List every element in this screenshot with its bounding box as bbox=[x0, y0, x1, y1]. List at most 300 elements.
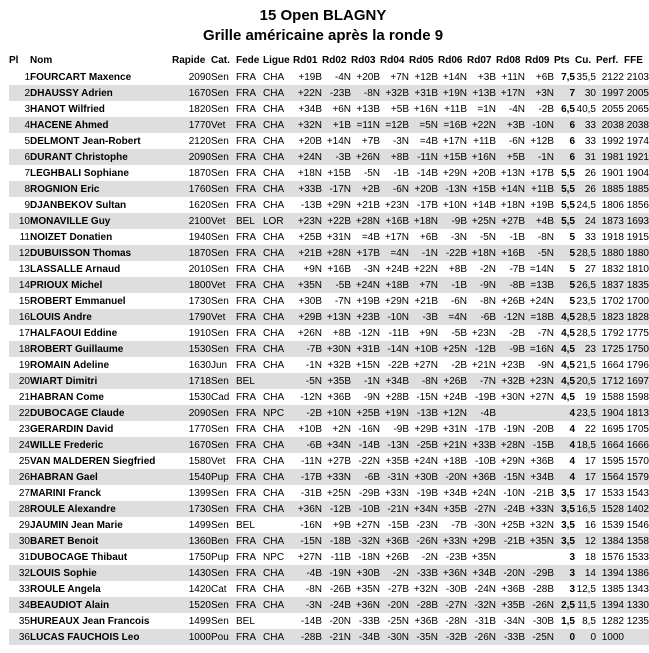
cell-ffe: 2005 bbox=[624, 85, 649, 101]
cell-rd08: -9B bbox=[496, 341, 525, 357]
cell-rd08: -34N bbox=[503, 615, 525, 627]
cell-perf: 1664 bbox=[601, 359, 624, 371]
cell-rd03: +31B bbox=[351, 341, 380, 357]
cell-perf: 1539 bbox=[601, 519, 624, 531]
cell-nom: DJANBEKOV Sultan bbox=[30, 199, 127, 211]
cell-rd03: -1N bbox=[351, 373, 380, 389]
cell-ffe: 1402 bbox=[624, 501, 649, 517]
cell-rd07: -31B bbox=[474, 615, 496, 627]
cell-cat: Sen bbox=[211, 565, 236, 581]
cell-ligue: CHA bbox=[263, 583, 285, 595]
cell-perf: 1282 bbox=[601, 615, 624, 627]
cell-nom: HABRAN Gael bbox=[30, 469, 172, 485]
cell-rd02: -21N bbox=[322, 629, 351, 645]
cell-pl: 33 bbox=[18, 583, 30, 595]
cell-cat: Sen bbox=[211, 501, 236, 517]
cell-rd07: -26N bbox=[467, 629, 496, 645]
cell-rd09: -5N bbox=[525, 245, 554, 261]
cell-fede: FRA bbox=[236, 487, 256, 499]
cell-rd01: +22N bbox=[293, 85, 322, 101]
cell-rd05: -13B bbox=[409, 405, 438, 421]
cell-rd05: +22N bbox=[413, 263, 438, 275]
cell-fede: FRA bbox=[236, 135, 256, 147]
cell-rapide: 1620 bbox=[188, 199, 211, 211]
cell-rd01: -15N bbox=[293, 533, 322, 549]
cell-rd05: -1N bbox=[409, 245, 438, 261]
cell-pts: 4 bbox=[569, 455, 575, 467]
cell-ffe: 1533 bbox=[626, 551, 649, 563]
table-row bbox=[9, 549, 649, 565]
cell-cu: 20,5 bbox=[575, 373, 596, 389]
cell-nom: LASSALLE Arnaud bbox=[30, 263, 121, 275]
cell-pts: 3 bbox=[569, 583, 575, 595]
cell-fede: FRA bbox=[236, 629, 263, 645]
cell-nom: JAUMIN Jean Marie bbox=[30, 519, 123, 531]
cell-pl: 19 bbox=[18, 359, 30, 371]
cell-ligue bbox=[263, 373, 293, 389]
header-rd07: Rd07 bbox=[467, 54, 492, 66]
cell-perf: 1885 bbox=[596, 181, 624, 197]
table-row bbox=[9, 373, 649, 389]
cell-rd06: +10N bbox=[442, 199, 467, 211]
cell-rd08 bbox=[496, 405, 525, 421]
cell-nom: LOUIS Andre bbox=[30, 309, 172, 325]
cell-ligue: CHA bbox=[263, 469, 293, 485]
cell-perf: 1712 bbox=[596, 373, 624, 389]
cell-pl: 34 bbox=[9, 597, 30, 613]
cell-rd05: +32N bbox=[413, 583, 438, 595]
cell-rd07: -30N bbox=[474, 519, 496, 531]
cell-rd02: -3B bbox=[322, 149, 351, 165]
cell-perf: 1576 bbox=[601, 551, 624, 563]
cell-rd03: -32N bbox=[351, 533, 380, 549]
table-row bbox=[9, 261, 649, 277]
cell-cu: 33 bbox=[575, 117, 596, 133]
cell-rapide: 1820 bbox=[188, 103, 211, 115]
cell-cat: Sen bbox=[211, 519, 229, 531]
cell-rd03: +35N bbox=[355, 583, 380, 595]
cell-nom: DUBOCAGE Claude bbox=[30, 405, 172, 421]
cell-rd07: +21N bbox=[471, 359, 496, 371]
cell-rd02: +9B bbox=[332, 519, 351, 531]
cell-pl: 17 bbox=[18, 327, 30, 339]
cell-rd08: -21B bbox=[496, 533, 525, 549]
cell-rd09: -15B bbox=[525, 437, 554, 453]
header-rapide: Rapide bbox=[172, 54, 206, 66]
cell-rd02: -19N bbox=[322, 565, 351, 581]
cell-fede: FRA bbox=[236, 391, 256, 403]
cell-rd05: +34N bbox=[409, 501, 438, 517]
cell-rd05: +18N bbox=[409, 213, 438, 229]
cell-rd01: +10B bbox=[298, 423, 322, 435]
cell-cu: 23 bbox=[575, 341, 596, 357]
cell-rd02: -5B bbox=[322, 277, 351, 293]
cell-cat: Sen bbox=[211, 405, 236, 421]
cell-perf: 1564 bbox=[596, 469, 624, 485]
cell-rd06: =4N bbox=[438, 309, 467, 325]
cell-ffe: 1750 bbox=[624, 341, 649, 357]
cell-pts: 4,5 bbox=[554, 309, 575, 325]
header-ligue: Ligue bbox=[263, 54, 290, 66]
cell-rd02: +35B bbox=[322, 373, 351, 389]
cell-nom: LEGHBALI Sophiane bbox=[30, 167, 129, 179]
cell-cu: 26 bbox=[575, 181, 596, 197]
cell-ligue: CHA bbox=[263, 629, 293, 645]
cell-rd04: +17N bbox=[384, 231, 409, 243]
cell-fede: FRA bbox=[236, 149, 263, 165]
cell-ligue: CHA bbox=[263, 597, 293, 613]
cell-nom: DHAUSSY Adrien bbox=[30, 85, 172, 101]
cell-rd06: -23B bbox=[445, 551, 467, 563]
cell-rd04: -14N bbox=[380, 341, 409, 357]
cell-rd08: -8B bbox=[496, 277, 525, 293]
cell-rapide: 2090 bbox=[188, 71, 211, 83]
cell-nom: VAN MALDEREN Siegfried bbox=[30, 455, 156, 467]
cell-rd03: +24N bbox=[351, 277, 380, 293]
standings-table bbox=[9, 51, 649, 645]
cell-pts: 7,5 bbox=[561, 71, 575, 83]
header-pl: Pl bbox=[9, 54, 19, 66]
cell-ligue: CHA bbox=[263, 533, 293, 549]
header-fede: Fede bbox=[236, 54, 260, 66]
cell-perf: 1000 bbox=[596, 629, 624, 645]
header-cu: Cu. bbox=[575, 54, 592, 66]
cell-rd04: =4N bbox=[380, 245, 409, 261]
cell-rd03: -12N bbox=[358, 327, 380, 339]
cell-rd03: +26N bbox=[351, 149, 380, 165]
cell-pl: 28 bbox=[9, 501, 30, 517]
cell-rd02: -7N bbox=[334, 295, 351, 307]
cell-rd08: -6N bbox=[508, 135, 525, 147]
cell-rapide: 1499 bbox=[188, 519, 211, 531]
cell-pl: 15 bbox=[18, 295, 30, 307]
cell-rd04: -10N bbox=[380, 309, 409, 325]
cell-rd03: +30B bbox=[351, 565, 380, 581]
cell-rd08: +27B bbox=[496, 213, 525, 229]
cell-ffe: 2103 bbox=[626, 71, 649, 83]
cell-perf: 1702 bbox=[601, 295, 624, 307]
cell-fede: FRA bbox=[236, 327, 256, 339]
cell-fede: FRA bbox=[236, 231, 256, 243]
cell-cu: 26,5 bbox=[575, 277, 596, 293]
cell-pl: 18 bbox=[9, 341, 30, 357]
cell-cu: 31 bbox=[575, 149, 596, 165]
cell-pts: 2,5 bbox=[554, 597, 575, 613]
cell-rd03: +25B bbox=[351, 405, 380, 421]
cell-rd01: -11N bbox=[301, 455, 322, 467]
cell-rapide: 1770 bbox=[172, 117, 211, 133]
cell-rd09: -29B bbox=[525, 565, 554, 581]
cell-cat: Sen bbox=[211, 373, 236, 389]
cell-rd08: -24B bbox=[496, 501, 525, 517]
cell-pl: 29 bbox=[18, 519, 30, 531]
cell-rd07: +33B bbox=[467, 437, 496, 453]
cell-rapide: 2090 bbox=[172, 405, 211, 421]
cell-rd07: +14B bbox=[472, 199, 496, 211]
cell-nom: BEAUDIOT Alain bbox=[30, 597, 172, 613]
cell-rd01: -8N bbox=[305, 583, 322, 595]
cell-rd02: +29N bbox=[326, 199, 351, 211]
cell-rd06: +17N bbox=[442, 135, 467, 147]
cell-rd03: -29B bbox=[358, 487, 380, 499]
cell-perf: 1806 bbox=[601, 199, 624, 211]
table-row bbox=[9, 309, 649, 325]
cell-rd09: -20B bbox=[532, 423, 554, 435]
cell-rd06: -7B bbox=[451, 519, 467, 531]
cell-pts: 3,5 bbox=[561, 487, 575, 499]
cell-rd07: -24N bbox=[474, 583, 496, 595]
cell-rd08: -19N bbox=[503, 423, 525, 435]
cell-ligue: CHA bbox=[263, 167, 285, 179]
cell-rd07: +16N bbox=[467, 149, 496, 165]
cell-cat: Sen bbox=[211, 135, 229, 147]
cell-rd02: +15B bbox=[327, 167, 351, 179]
cell-rd07: +15B bbox=[467, 181, 496, 197]
cell-cat: Sen bbox=[211, 263, 229, 275]
cell-cat: Sen bbox=[211, 167, 229, 179]
cell-rd02: +14N bbox=[326, 135, 351, 147]
cell-rd03: +7B bbox=[361, 135, 380, 147]
cell-rd02: +28N bbox=[322, 245, 351, 261]
cell-fede: FRA bbox=[236, 405, 263, 421]
cell-pts: 4 bbox=[554, 405, 575, 421]
header-nom: Nom bbox=[30, 54, 53, 66]
cell-rd09: +24N bbox=[529, 295, 554, 307]
cell-rapide: 1530 bbox=[188, 391, 211, 403]
cell-rd06: +15B bbox=[438, 149, 467, 165]
cell-rd03: +21B bbox=[356, 199, 380, 211]
cell-cu: 28,5 bbox=[575, 245, 596, 261]
table-row bbox=[9, 565, 649, 581]
cell-cu: 8,5 bbox=[582, 615, 596, 627]
cell-rd09: +33N bbox=[525, 501, 554, 517]
cell-rd08: +28N bbox=[496, 437, 525, 453]
cell-fede: BEL bbox=[236, 373, 263, 389]
cell-perf: 1528 bbox=[596, 501, 624, 517]
cell-nom: ROBERT Emmanuel bbox=[30, 295, 126, 307]
cell-ffe: 1697 bbox=[624, 373, 649, 389]
cell-rd01: -7B bbox=[293, 341, 322, 357]
cell-cat: Pou bbox=[211, 629, 236, 645]
cell-rd06: -9B bbox=[438, 213, 467, 229]
cell-pts: 1,5 bbox=[561, 615, 575, 627]
table-row bbox=[9, 501, 649, 517]
cell-ffe: 1705 bbox=[626, 423, 649, 435]
cell-rd09 bbox=[525, 405, 554, 421]
cell-rd07: -27N bbox=[467, 501, 496, 517]
cell-rd09: +12B bbox=[530, 135, 554, 147]
cell-rapide: 1790 bbox=[172, 309, 211, 325]
cell-rd06: -3N bbox=[450, 231, 467, 243]
cell-ligue: CHA bbox=[263, 263, 285, 275]
cell-perf: 1997 bbox=[596, 85, 624, 101]
cell-perf: 2038 bbox=[596, 117, 624, 133]
cell-rd04: +35B bbox=[385, 455, 409, 467]
cell-cat: Vet bbox=[211, 117, 236, 133]
cell-rd05: -15N bbox=[416, 391, 438, 403]
cell-nom: PRIOUX Michel bbox=[30, 277, 172, 293]
cell-rd09: =18B bbox=[525, 309, 554, 325]
cell-rd08: -1B bbox=[509, 231, 525, 243]
cell-rd08: +3B bbox=[496, 117, 525, 133]
cell-rd04: +28B bbox=[385, 391, 409, 403]
cell-rapide: 1670 bbox=[172, 437, 211, 453]
cell-rd05: -14B bbox=[416, 167, 438, 179]
cell-rd07: +13B bbox=[467, 85, 496, 101]
cell-rd01: -4B bbox=[293, 565, 322, 581]
cell-rd04: +34B bbox=[380, 373, 409, 389]
cell-rd03: -6B bbox=[351, 469, 380, 485]
cell-ffe: 1974 bbox=[626, 135, 649, 147]
table-row bbox=[9, 485, 649, 501]
cell-cat: Pup bbox=[211, 551, 229, 563]
cell-rd09: +17B bbox=[530, 167, 554, 179]
cell-pts: 5,5 bbox=[554, 213, 575, 229]
cell-nom: ROULE Alexandre bbox=[30, 501, 172, 517]
cell-rd06: +33N bbox=[438, 533, 467, 549]
page-subtitle: Grille américaine après la ronde 9 bbox=[202, 27, 444, 44]
cell-rd03: -16N bbox=[358, 423, 380, 435]
cell-pl: 7 bbox=[24, 167, 30, 179]
cell-rd03: =11N bbox=[351, 117, 380, 133]
cell-rd07: -4B bbox=[467, 405, 496, 421]
cell-nom: WILLE Frederic bbox=[30, 437, 172, 453]
cell-cu: 17 bbox=[584, 487, 596, 499]
cell-fede: FRA bbox=[236, 103, 256, 115]
header-cat: Cat. bbox=[211, 54, 230, 66]
cell-pl: 10 bbox=[9, 213, 30, 229]
cell-pts: 4 bbox=[554, 437, 575, 453]
cell-rd08: +14N bbox=[496, 181, 525, 197]
cell-rd03: -8N bbox=[351, 85, 380, 101]
cell-rd04: +7N bbox=[390, 71, 409, 83]
cell-cu: 23,5 bbox=[575, 405, 596, 421]
cell-pl: 3 bbox=[24, 103, 30, 115]
cell-ffe: 1330 bbox=[624, 597, 649, 613]
cell-rd06: +31N bbox=[442, 423, 467, 435]
cell-rd08: +30N bbox=[500, 391, 525, 403]
cell-rd07: +29B bbox=[467, 533, 496, 549]
cell-rd05: +21B bbox=[414, 295, 438, 307]
cell-rd05: -17B bbox=[416, 199, 438, 211]
cell-cu: 40,5 bbox=[576, 103, 596, 115]
cell-ffe: 1579 bbox=[624, 469, 649, 485]
cell-rd06: -5B bbox=[451, 327, 467, 339]
cell-rapide: 1718 bbox=[172, 373, 211, 389]
cell-rd08: -15N bbox=[496, 469, 525, 485]
cell-fede: FRA bbox=[236, 263, 256, 275]
cell-rd04: -3N bbox=[392, 135, 409, 147]
cell-rd07: -10B bbox=[474, 455, 496, 467]
cell-rd08: +5B bbox=[496, 149, 525, 165]
cell-pl: 12 bbox=[9, 245, 30, 261]
cell-rd08: +13N bbox=[500, 167, 525, 179]
cell-rd01: +20B bbox=[298, 135, 322, 147]
cell-ffe: 1856 bbox=[626, 199, 649, 211]
cell-pts: 6,5 bbox=[561, 103, 575, 115]
cell-rd04: -25N bbox=[387, 615, 409, 627]
cell-rd09: +19B bbox=[530, 199, 554, 211]
cell-rd05: -8N bbox=[409, 373, 438, 389]
cell-pts: 4,5 bbox=[554, 341, 575, 357]
cell-cu: 18,5 bbox=[575, 437, 596, 453]
cell-rd09: +36B bbox=[530, 455, 554, 467]
cell-rd05: +36B bbox=[414, 615, 438, 627]
cell-perf: 1981 bbox=[596, 149, 624, 165]
cell-nom: DUBOCAGE Thibaut bbox=[30, 551, 128, 563]
cell-rd09: -2B bbox=[538, 103, 554, 115]
cell-ffe: 1693 bbox=[624, 213, 649, 229]
cell-rd07: +24N bbox=[471, 487, 496, 499]
cell-rd06: +35B bbox=[438, 501, 467, 517]
cell-pl: 5 bbox=[24, 135, 30, 147]
cell-fede: FRA bbox=[236, 501, 263, 517]
table-row bbox=[9, 629, 649, 645]
cell-pl: 21 bbox=[18, 391, 30, 403]
cell-rd01: +19B bbox=[298, 71, 322, 83]
cell-nom: MONAVILLE Guy bbox=[30, 213, 172, 229]
cell-ffe: 1828 bbox=[624, 309, 649, 325]
cell-fede: FRA bbox=[236, 455, 256, 467]
cell-rd02: +36B bbox=[327, 391, 351, 403]
cell-rd06: -2B bbox=[451, 359, 467, 371]
cell-rd08: -20N bbox=[496, 565, 525, 581]
header-rd08: Rd08 bbox=[496, 54, 521, 66]
cell-cu: 17 bbox=[575, 469, 596, 485]
cell-cat: Sen bbox=[211, 71, 229, 83]
cell-pts: 4,5 bbox=[561, 327, 575, 339]
cell-cu: 12 bbox=[575, 533, 596, 549]
cell-rd09: -8N bbox=[537, 231, 554, 243]
cell-rd05: +6B bbox=[419, 231, 438, 243]
cell-rd06: +34B bbox=[443, 487, 467, 499]
cell-rd09: -10N bbox=[525, 117, 554, 133]
cell-ffe: 1813 bbox=[624, 405, 649, 421]
cell-ffe: 1921 bbox=[624, 149, 649, 165]
cell-rd08: -12N bbox=[496, 309, 525, 325]
cell-perf: 1823 bbox=[596, 309, 624, 325]
cell-cu: 22 bbox=[584, 423, 596, 435]
table-row bbox=[9, 453, 649, 469]
cell-rapide: 1430 bbox=[172, 565, 211, 581]
cell-rd01: +23N bbox=[293, 213, 322, 229]
cell-rd05: -2N bbox=[421, 551, 438, 563]
cell-cu: 33 bbox=[584, 135, 596, 147]
cell-fede: FRA bbox=[236, 551, 256, 563]
cell-cu: 11,5 bbox=[575, 597, 596, 613]
cell-rd03: +27N bbox=[355, 519, 380, 531]
cell-rd01: +27N bbox=[297, 551, 322, 563]
cell-pl: 24 bbox=[9, 437, 30, 453]
cell-rd09: -30B bbox=[532, 615, 554, 627]
cell-rd07: +25N bbox=[467, 213, 496, 229]
cell-cat: Ben bbox=[211, 533, 236, 549]
cell-rd02: +16B bbox=[327, 263, 351, 275]
cell-rd04: -20N bbox=[380, 597, 409, 613]
cell-rd05: +16N bbox=[413, 103, 438, 115]
table-row bbox=[9, 325, 649, 341]
cell-rd06: +8B bbox=[448, 263, 467, 275]
cell-rd08: +25B bbox=[501, 519, 525, 531]
cell-rd01: -13B bbox=[300, 199, 322, 211]
cell-rd04: -2N bbox=[380, 565, 409, 581]
cell-rd02: +8B bbox=[332, 327, 351, 339]
cell-fede: FRA bbox=[236, 277, 263, 293]
cell-rd04: +5B bbox=[390, 103, 409, 115]
cell-rd07: +11B bbox=[473, 135, 496, 147]
cell-rd06: -6N bbox=[450, 295, 467, 307]
cell-rapide: 1770 bbox=[188, 423, 211, 435]
